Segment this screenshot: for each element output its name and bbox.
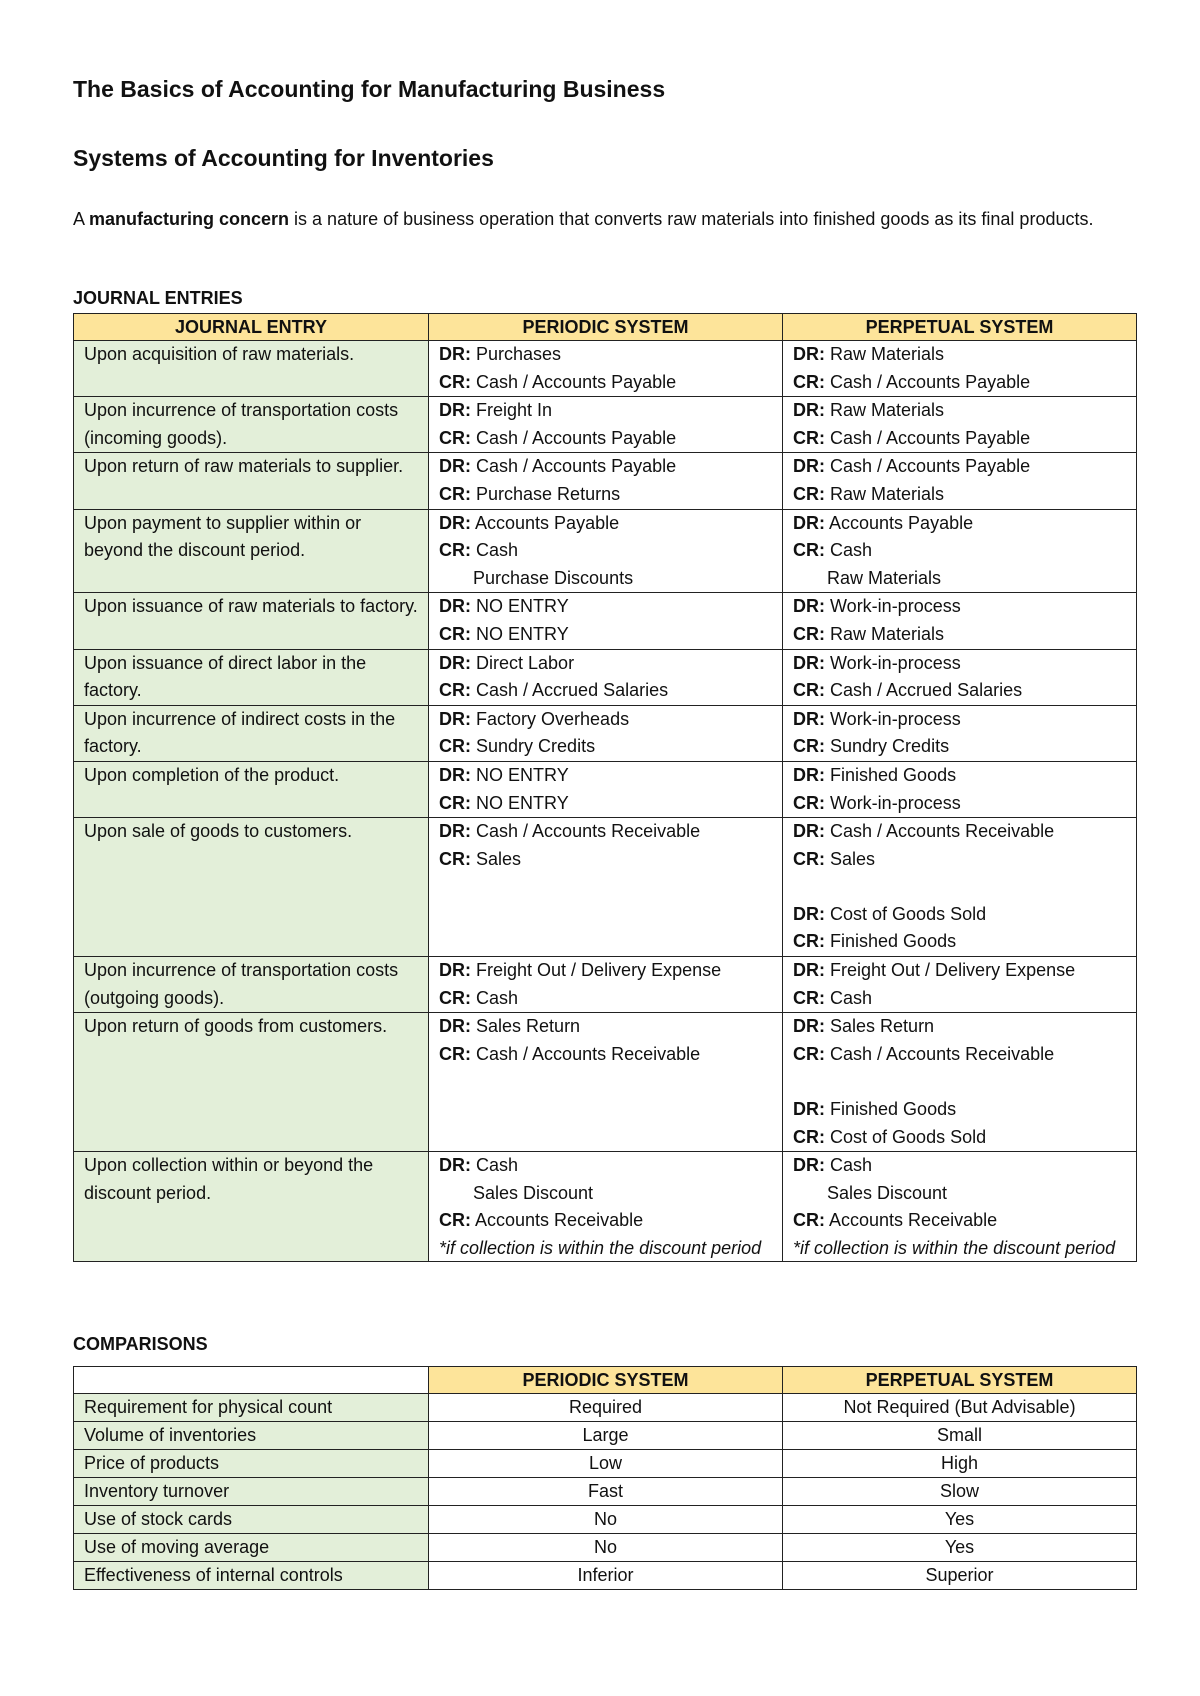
periodic-entry-cell: [429, 818, 783, 957]
account-name: Cash / Accounts Payable: [830, 427, 1031, 448]
account-name: Accounts Payable: [475, 512, 620, 533]
debit-label: DR:: [439, 1016, 471, 1037]
account-name: Cash: [830, 1155, 873, 1176]
debit-line: [439, 706, 772, 734]
credit-line: [439, 537, 772, 565]
account-name: Cash / Accounts Receivable: [476, 1043, 701, 1064]
periodic-entry-cell: [429, 649, 783, 705]
periodic-entry-cell: [429, 761, 783, 817]
table-row: [74, 509, 1137, 593]
debit-line: [793, 593, 1126, 621]
perpetual-entry-cell: [783, 957, 1137, 1013]
account-name: Accounts Receivable: [475, 1210, 644, 1231]
debit-label: DR:: [793, 400, 825, 421]
credit-label: CR:: [793, 987, 825, 1008]
account-name: Cash: [476, 540, 519, 561]
periodic-entry-cell: [429, 341, 783, 397]
account-name: Sundry Credits: [830, 736, 950, 757]
account-name: Work-in-process: [830, 652, 961, 673]
account-name: NO ENTRY: [476, 792, 569, 813]
credit-line: [793, 1207, 1126, 1235]
account-name: Cash: [476, 1155, 519, 1176]
credit-line: [793, 425, 1126, 453]
periodic-entry-cell: [429, 957, 783, 1013]
credit-label: CR:: [439, 736, 471, 757]
periodic-value: No: [429, 1506, 783, 1534]
perpetual-entry-cell: [783, 1152, 1137, 1262]
periodic-value: Inferior: [429, 1562, 783, 1590]
table-row: [74, 649, 1137, 705]
debit-line: [439, 1013, 772, 1041]
table-row: [74, 1152, 1137, 1262]
credit-label: CR:: [439, 680, 471, 701]
debit-label: DR:: [793, 960, 825, 981]
debit-label: DR:: [439, 960, 471, 981]
table-row: [74, 761, 1137, 817]
credit-line: [793, 1041, 1126, 1069]
table-row: [74, 1013, 1137, 1152]
account-name: NO ENTRY: [476, 623, 569, 644]
credit-line: [793, 481, 1126, 509]
perpetual-value: Yes: [783, 1534, 1137, 1562]
account-name: Freight Out / Delivery Expense: [830, 960, 1076, 981]
debit-label: DR:: [439, 512, 471, 533]
table-row: [74, 397, 1137, 453]
credit-label: CR:: [793, 792, 825, 813]
periodic-entry-cell: [429, 593, 783, 649]
debit-label: DR:: [793, 903, 825, 924]
credit-line: [793, 621, 1126, 649]
perpetual-entry-cell: [783, 453, 1137, 509]
perpetual-entry-cell: [783, 1013, 1137, 1152]
account-name: Finished Goods: [830, 1099, 957, 1120]
credit-label: CR:: [793, 1210, 825, 1231]
line-gap: [793, 873, 1126, 901]
debit-line: [793, 453, 1126, 481]
debit-line: [793, 397, 1126, 425]
account-name: Raw Materials: [830, 623, 945, 644]
credit-label: CR:: [439, 540, 471, 561]
section-subtitle: Systems of Accounting for Inventories: [73, 145, 494, 171]
perpetual-entry-cell: [783, 818, 1137, 957]
periodic-entry-cell: [429, 397, 783, 453]
perpetual-value: Yes: [783, 1506, 1137, 1534]
debit-line: [439, 1152, 772, 1180]
debit-line: [793, 901, 1126, 929]
debit-label: DR:: [793, 344, 825, 364]
debit-label: DR:: [793, 1016, 825, 1037]
debit-label: DR:: [439, 400, 471, 421]
table-row: [74, 1478, 1137, 1506]
comparison-item: Volume of inventories: [74, 1422, 429, 1450]
credit-line: [793, 846, 1126, 874]
indented-account: Raw Materials: [827, 567, 942, 588]
header-blank: [74, 1367, 429, 1394]
table-row: [74, 593, 1137, 649]
comparison-item: Use of stock cards: [74, 1506, 429, 1534]
account-name: Cash / Accounts Payable: [830, 456, 1031, 477]
journal-entry-description: Upon collection within or beyond the discount period.: [74, 1152, 429, 1262]
debit-line: [439, 341, 772, 369]
perpetual-value: High: [783, 1450, 1137, 1478]
header-periodic-system: PERIODIC SYSTEM: [429, 1367, 783, 1394]
credit-line: [793, 790, 1126, 818]
comparison-body: [74, 1394, 1137, 1590]
debit-line: [439, 397, 772, 425]
credit-label: CR:: [439, 792, 471, 813]
credit-line: [793, 369, 1126, 397]
credit-line: [439, 369, 772, 397]
account-name: Sales: [830, 848, 876, 869]
account-name: Cash / Accrued Salaries: [830, 680, 1023, 701]
debit-line: [439, 957, 772, 985]
debit-line: [793, 706, 1126, 734]
credit-label: CR:: [793, 931, 825, 952]
debit-label: DR:: [439, 1155, 471, 1176]
debit-line: [793, 1013, 1126, 1041]
account-name: Direct Labor: [476, 652, 575, 673]
credit-line: [793, 985, 1126, 1013]
debit-line: [793, 818, 1126, 846]
periodic-value: Low: [429, 1450, 783, 1478]
credit-label: CR:: [793, 371, 825, 392]
comparison-item: Use of moving average: [74, 1534, 429, 1562]
account-name: Cash: [830, 987, 873, 1008]
journal-entries-table: [73, 313, 1137, 1262]
journal-entry-description: Upon issuance of raw materials to factory.: [74, 593, 429, 649]
account-name: Cash / Accounts Payable: [476, 456, 677, 477]
account-name: Cash / Accounts Receivable: [830, 1043, 1055, 1064]
perpetual-entry-cell: [783, 341, 1137, 397]
account-name: Cash / Accounts Receivable: [830, 821, 1055, 842]
perpetual-entry-cell: [783, 761, 1137, 817]
debit-line: [793, 650, 1126, 678]
debit-label: DR:: [793, 1099, 825, 1120]
debit-label: DR:: [793, 512, 825, 533]
periodic-entry-cell: [429, 705, 783, 761]
credit-line: [793, 733, 1126, 761]
account-name: Raw Materials: [830, 400, 945, 421]
indented-account: Purchase Discounts: [473, 567, 634, 588]
debit-label: DR:: [439, 764, 471, 785]
account-name: NO ENTRY: [476, 596, 569, 617]
comparisons-label: COMPARISONS: [73, 1334, 208, 1354]
credit-label: CR:: [793, 736, 825, 757]
credit-label: CR:: [439, 623, 471, 644]
credit-label: CR:: [793, 1043, 825, 1064]
credit-line: [439, 425, 772, 453]
comparison-header-row: [74, 1367, 1137, 1394]
debit-label: DR:: [793, 764, 825, 785]
debit-line: [793, 510, 1126, 538]
intro-prefix: A: [73, 209, 90, 229]
credit-label: CR:: [793, 483, 825, 504]
account-name: Cash / Accounts Payable: [476, 371, 677, 392]
header-perpetual-system: PERPETUAL SYSTEM: [783, 1367, 1137, 1394]
account-name: Accounts Receivable: [829, 1210, 998, 1231]
comparison-item: Requirement for physical count: [74, 1394, 429, 1422]
account-name: Cash / Accrued Salaries: [476, 680, 669, 701]
line-gap: [793, 1068, 1126, 1096]
credit-label: CR:: [439, 371, 471, 392]
debit-line: [793, 341, 1126, 369]
credit-label: CR:: [793, 540, 825, 561]
account-name: Cash: [476, 987, 519, 1008]
debit-line: [439, 818, 772, 846]
credit-line: [793, 537, 1126, 565]
journal-entry-description: Upon incurrence of indirect costs in the factory.: [74, 705, 429, 761]
intro-term: manufacturing concern: [89, 209, 290, 229]
credit-label: CR:: [439, 848, 471, 869]
periodic-value: No: [429, 1534, 783, 1562]
debit-label: DR:: [793, 708, 825, 729]
account-name: Sales Return: [476, 1016, 581, 1037]
journal-entry-description: Upon incurrence of transportation costs (outgoing goods).: [74, 957, 429, 1013]
debit-line: [439, 453, 772, 481]
account-name: Work-in-process: [830, 792, 961, 813]
table-row: [74, 705, 1137, 761]
account-name: Cash / Accounts Payable: [830, 371, 1031, 392]
periodic-entry-cell: [429, 453, 783, 509]
debit-line: [793, 1152, 1126, 1180]
credit-label: CR:: [793, 1126, 825, 1147]
credit-line: [793, 677, 1126, 705]
account-name: Purchases: [476, 344, 562, 364]
indented-account: Sales Discount: [473, 1182, 594, 1203]
credit-line: [439, 621, 772, 649]
perpetual-entry-cell: [783, 593, 1137, 649]
debit-line: [793, 1096, 1126, 1124]
table-row: [74, 453, 1137, 509]
account-name: Freight Out / Delivery Expense: [476, 960, 722, 981]
journal-entry-description: Upon incurrence of transportation costs (incoming goods).: [74, 397, 429, 453]
perpetual-entry-cell: [783, 509, 1137, 593]
comparison-item: Inventory turnover: [74, 1478, 429, 1506]
table-row: [74, 1422, 1137, 1450]
debit-line: [439, 510, 772, 538]
credit-label: CR:: [439, 427, 471, 448]
journal-entry-description: Upon completion of the product.: [74, 761, 429, 817]
perpetual-value: Superior: [783, 1562, 1137, 1590]
account-name: Accounts Payable: [829, 512, 974, 533]
credit-line: [439, 677, 772, 705]
account-name: Finished Goods: [830, 931, 957, 952]
debit-label: DR:: [793, 596, 825, 617]
credit-label: CR:: [439, 987, 471, 1008]
credit-line: [439, 846, 772, 874]
account-name: NO ENTRY: [476, 764, 569, 785]
debit-label: DR:: [439, 821, 471, 842]
comparisons-table: [73, 1366, 1137, 1590]
debit-label: DR:: [793, 456, 825, 477]
periodic-entry-cell: [429, 1013, 783, 1152]
account-name: Cost of Goods Sold: [830, 903, 987, 924]
account-name: Sales Return: [830, 1016, 935, 1037]
periodic-entry-cell: [429, 509, 783, 593]
debit-label: DR:: [439, 708, 471, 729]
page-title: The Basics of Accounting for Manufacturing Business: [73, 76, 666, 102]
table-row: [74, 1534, 1137, 1562]
journal-entries-label: JOURNAL ENTRIES: [73, 288, 243, 308]
debit-line: [439, 650, 772, 678]
account-name: Cash / Accounts Receivable: [476, 821, 701, 842]
debit-label: DR:: [439, 456, 471, 477]
account-name: Cost of Goods Sold: [830, 1126, 987, 1147]
debit-label: DR:: [793, 821, 825, 842]
journal-body: [74, 341, 1137, 1262]
credit-line: [439, 1207, 772, 1235]
debit-label: DR:: [439, 596, 471, 617]
account-name: Work-in-process: [830, 596, 961, 617]
debit-line: [793, 957, 1126, 985]
credit-label: CR:: [439, 483, 471, 504]
table-row: [74, 1394, 1137, 1422]
debit-label: DR:: [439, 652, 471, 673]
journal-entry-description: Upon return of raw materials to supplier.: [74, 453, 429, 509]
journal-entry-description: Upon sale of goods to customers.: [74, 818, 429, 957]
account-name: Factory Overheads: [476, 708, 630, 729]
table-row: [74, 818, 1137, 957]
table-row: [74, 957, 1137, 1013]
intro-rest: is a nature of business operation that converts raw materials into finished goods as its final products.: [289, 209, 1094, 229]
credit-line: [439, 790, 772, 818]
credit-line: [439, 1041, 772, 1069]
credit-label: CR:: [793, 848, 825, 869]
journal-entry-description: Upon issuance of direct labor in the factory.: [74, 649, 429, 705]
credit-label: CR:: [439, 1210, 471, 1231]
credit-line: [439, 985, 772, 1013]
journal-entry-description: Upon acquisition of raw materials.: [74, 341, 429, 397]
account-name: Sales: [476, 848, 522, 869]
account-name: Freight In: [476, 400, 553, 421]
debit-line: [793, 762, 1126, 790]
debit-label: DR:: [793, 652, 825, 673]
credit-line: [793, 928, 1126, 956]
account-name: Sundry Credits: [476, 736, 596, 757]
account-name: Raw Materials: [830, 344, 945, 364]
debit-label: DR:: [793, 1155, 825, 1176]
perpetual-entry-cell: [783, 397, 1137, 453]
perpetual-value: Slow: [783, 1478, 1137, 1506]
credit-line: [439, 481, 772, 509]
header-periodic-system: PERIODIC SYSTEM: [429, 314, 783, 341]
credit-label: CR:: [793, 623, 825, 644]
comparison-item: Effectiveness of internal controls: [74, 1562, 429, 1590]
periodic-value: Required: [429, 1394, 783, 1422]
table-row: [74, 1506, 1137, 1534]
account-name: Finished Goods: [830, 764, 957, 785]
credit-line: [793, 1124, 1126, 1152]
perpetual-entry-cell: [783, 649, 1137, 705]
account-name: Purchase Returns: [476, 483, 621, 504]
account-name: Cash / Accounts Payable: [476, 427, 677, 448]
intro-paragraph: [73, 206, 1135, 233]
periodic-value: Large: [429, 1422, 783, 1450]
perpetual-entry-cell: [783, 705, 1137, 761]
credit-label: CR:: [439, 1043, 471, 1064]
debit-line: [439, 593, 772, 621]
credit-line: [439, 733, 772, 761]
credit-label: CR:: [793, 427, 825, 448]
account-name: Raw Materials: [830, 483, 945, 504]
entry-note: *if collection is within the discount period: [439, 1238, 762, 1258]
table-row: [74, 1450, 1137, 1478]
perpetual-value: Not Required (But Advisable): [783, 1394, 1137, 1422]
header-perpetual-system: PERPETUAL SYSTEM: [783, 314, 1137, 341]
journal-entry-description: Upon return of goods from customers.: [74, 1013, 429, 1152]
debit-line: [439, 762, 772, 790]
comparison-item: Price of products: [74, 1450, 429, 1478]
account-name: Cash: [830, 540, 873, 561]
table-row: [74, 1562, 1137, 1590]
credit-label: CR:: [793, 680, 825, 701]
table-row: [74, 341, 1137, 397]
account-name: Work-in-process: [830, 708, 961, 729]
perpetual-value: Small: [783, 1422, 1137, 1450]
periodic-value: Fast: [429, 1478, 783, 1506]
periodic-entry-cell: [429, 1152, 783, 1262]
debit-label: DR:: [439, 344, 471, 364]
entry-note: *if collection is within the discount period: [793, 1238, 1116, 1258]
header-journal-entry: JOURNAL ENTRY: [74, 314, 429, 341]
indented-account: Sales Discount: [827, 1182, 948, 1203]
journal-header-row: [74, 314, 1137, 341]
journal-entry-description: Upon payment to supplier within or beyond the discount period.: [74, 509, 429, 593]
